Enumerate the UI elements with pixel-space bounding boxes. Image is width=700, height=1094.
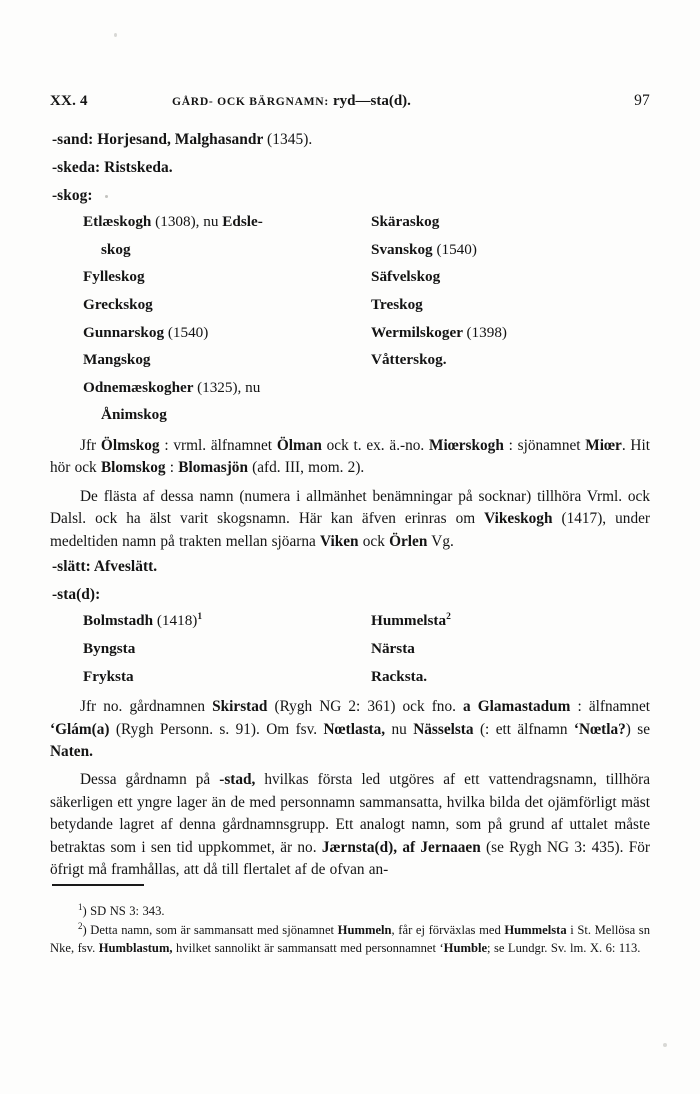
- text-run: ) se: [625, 720, 651, 738]
- scan-speck: [114, 33, 117, 37]
- name-year: (1540): [167, 323, 209, 341]
- list-item: [338, 297, 608, 312]
- list-item: [50, 352, 320, 367]
- text-run: ock t. ex. ä.-no.: [321, 436, 430, 454]
- name-form: Svanskog: [371, 240, 433, 258]
- text-run: : vrml. älfnamnet: [159, 436, 277, 454]
- page-content: [50, 92, 650, 881]
- text-run: (Rygh NG 2: 361) ock fno.: [267, 698, 464, 716]
- entry-names: Ristskeda.: [104, 158, 173, 176]
- entry-names: Horjesand, Malghasandr: [97, 131, 264, 148]
- name-form: Bolmstadh: [83, 612, 154, 630]
- footnote-separator: [52, 884, 144, 886]
- list-item: [50, 613, 320, 628]
- entry-slatt: [52, 559, 650, 574]
- entry-stad: [52, 587, 650, 602]
- text-run: nu: [385, 720, 414, 738]
- list-item: [338, 325, 608, 340]
- name-form: Hummelsta: [371, 612, 447, 630]
- name-form: Fylleskog: [83, 268, 145, 286]
- scan-speck: [663, 1043, 667, 1047]
- name-reference: Hummeln: [337, 922, 392, 937]
- text-run: . Hit hör ock: [50, 436, 650, 477]
- text-run: , får ej förväxlas med: [391, 922, 505, 937]
- footnotes-block: [50, 902, 650, 958]
- entry-headword: -slätt:: [52, 558, 91, 575]
- entry-sand: [52, 132, 650, 147]
- name-year: (1398): [466, 323, 507, 341]
- footnote-number: 1: [78, 901, 83, 912]
- suffix-reference: -stad,: [219, 771, 256, 789]
- entry-skog: [52, 188, 650, 203]
- name-form: Byngsta: [83, 639, 136, 657]
- name-form: Racksta.: [371, 667, 428, 685]
- name-year: (1540): [436, 240, 477, 258]
- footnote-marker: 2: [446, 612, 451, 623]
- text-run: ; se Lundgr. Sv. lm. X. 6: 113.: [487, 941, 641, 956]
- list-item: [50, 669, 320, 684]
- name-note: nu: [203, 213, 219, 231]
- name-note: nu: [245, 378, 261, 396]
- list-item: [50, 214, 320, 257]
- text-run: Dessa gårdnamn på: [80, 771, 220, 789]
- list-item: [50, 641, 320, 656]
- name-reference: Nässelsta: [413, 720, 474, 738]
- name-continuation: Ånimskog: [101, 406, 167, 424]
- skog-list-left-column: [50, 214, 320, 435]
- name-modern: Edsle-: [222, 213, 263, 231]
- running-head-lemma: ryd—sta(d).: [333, 93, 411, 109]
- name-reference: Naten.: [50, 742, 93, 760]
- text-run: i St. Mellösa sn Nke, fsv.: [50, 922, 650, 956]
- entry-year: (1345).: [267, 131, 313, 148]
- text-run: (afd. III, mom. 2).: [247, 459, 365, 477]
- volume-label: XX. 4: [50, 93, 88, 109]
- name-reference: Ölman: [276, 436, 322, 454]
- name-form: Mangskog: [83, 351, 151, 369]
- list-item: [338, 613, 608, 628]
- list-item: [50, 325, 320, 340]
- text-run: Vg.: [427, 532, 454, 550]
- text-run: : älfnamnet: [570, 698, 650, 716]
- name-reference: Skirstad: [212, 698, 268, 716]
- footnote-number: 2: [78, 920, 83, 931]
- name-form: Säfvelskog: [371, 268, 441, 286]
- entry-headword: -skog:: [52, 186, 93, 204]
- text-run: (1417), under medeltiden namn på trakten mellan sjöarna: [50, 510, 650, 550]
- entry-names: Afveslätt.: [93, 558, 158, 575]
- name-reference: Jærnsta(d), af Jernaaen: [321, 838, 481, 856]
- name-reference: Örlen: [389, 532, 428, 550]
- paragraph-de-flasta: [50, 486, 650, 553]
- list-item: [338, 669, 608, 684]
- stad-list-right-column: [338, 613, 608, 696]
- name-year: (1418): [156, 612, 198, 630]
- entry-headword: -skeda:: [52, 158, 101, 176]
- name-reference: Blomasjön: [178, 459, 248, 477]
- text-run: :: [165, 459, 179, 477]
- text-run: Jfr: [80, 436, 101, 454]
- name-reference: Hummelsta: [504, 922, 567, 937]
- name-reference: ʻNœtla?: [573, 720, 626, 738]
- name-reference: Humble: [443, 941, 488, 956]
- running-head-smallcaps: GÅRD- OCK BÄRGNAMN:: [172, 95, 329, 108]
- skog-list-right-column: [338, 214, 608, 435]
- name-form: Greckskog: [83, 296, 153, 313]
- list-item: [50, 380, 320, 423]
- skog-name-list: [50, 214, 650, 435]
- name-reference: a Glamastadum: [463, 698, 571, 716]
- list-item: [338, 352, 608, 367]
- list-item: [338, 269, 608, 284]
- running-head-title: [172, 92, 592, 110]
- text-run: ock: [358, 532, 390, 550]
- list-item: [338, 214, 608, 229]
- name-form: Fryksta: [83, 667, 134, 685]
- name-year: (1325),: [197, 378, 242, 396]
- list-item: [50, 297, 320, 312]
- name-reference: Miœr: [585, 436, 622, 454]
- name-form: Wermilskoger: [371, 323, 463, 341]
- footnote-marker: 1: [197, 612, 203, 623]
- name-reference: Humblastum,: [98, 941, 173, 956]
- name-continuation: skog: [101, 240, 131, 258]
- text-run: (: ett älfnamn: [473, 720, 574, 738]
- text-run: hvilket sannolikt är sammansatt med personnamnet ʻ: [172, 941, 444, 956]
- running-head: [50, 92, 650, 111]
- paragraph-dessa-gardnamn: [50, 769, 650, 881]
- stad-list-left-column: [50, 613, 320, 696]
- name-form: Treskog: [371, 296, 423, 313]
- list-item: [338, 242, 608, 257]
- name-reference: ʻGlám(a): [50, 720, 110, 738]
- list-item: [50, 269, 320, 284]
- text-run: Jfr no. gårdnamnen: [80, 698, 213, 716]
- footnote-1: [50, 902, 650, 921]
- name-reference: Miœrskogh: [429, 436, 504, 454]
- stad-name-list: [50, 613, 650, 696]
- text-run: : sjönamnet: [503, 436, 586, 454]
- text-run: hvilkas första led utgöres af ett vattendragsnamn, tillhöra säkerligen ett yngre lager än de med personnamn sammansatta, hvilka bilda det ojämförligt mäst betydande lagret af denna gårdnamnsgrupp. Ett analogt namn, som på grund af uttalet måste betraktas som i sen tid uppkommet, är no.: [50, 771, 651, 856]
- text-run: ) SD NS 3: 343.: [82, 904, 165, 918]
- text-run: De flästa af dessa namn (numera i allmänhet benämningar på socknar) tillhöra Vrml. ock Dalsl. ock ha älst varit skogsnamn. Här kan äfven erinras om: [50, 487, 650, 528]
- paragraph-skirstad: [50, 696, 650, 763]
- name-reference: Nœtlasta,: [323, 720, 386, 738]
- text-run: (se Rygh NG 3: 435). För öfrigt må framhållas, att då till flertalet af de ofvan an-: [50, 838, 651, 878]
- name-form: Etlæskogh: [83, 213, 152, 231]
- name-year: (1308),: [155, 213, 200, 231]
- name-reference: Blomskog: [100, 459, 166, 477]
- text-run: (Rygh Personn. s. 91). Om fsv.: [109, 720, 324, 738]
- entry-skeda: [52, 160, 650, 175]
- paragraph-olmskog: [50, 435, 650, 480]
- name-form: Närsta: [371, 639, 415, 657]
- entry-headword: -sand:: [52, 131, 94, 148]
- name-form: Våtterskog.: [371, 351, 447, 369]
- name-reference: Vikeskogh: [484, 510, 553, 528]
- entry-headword: -sta(d):: [52, 585, 101, 603]
- name-reference: Ölmskog: [100, 436, 160, 454]
- page-number: 97: [634, 92, 650, 109]
- name-form: Odnemæskogher: [83, 378, 194, 396]
- name-form: Skäraskog: [371, 213, 440, 231]
- name-form: Gunnarskog: [83, 323, 165, 341]
- text-run: ) Detta namn, som är sammansatt med sjönamnet: [82, 922, 338, 937]
- name-reference: Viken: [320, 532, 359, 550]
- footnote-2: [50, 921, 650, 958]
- list-item: [338, 641, 608, 656]
